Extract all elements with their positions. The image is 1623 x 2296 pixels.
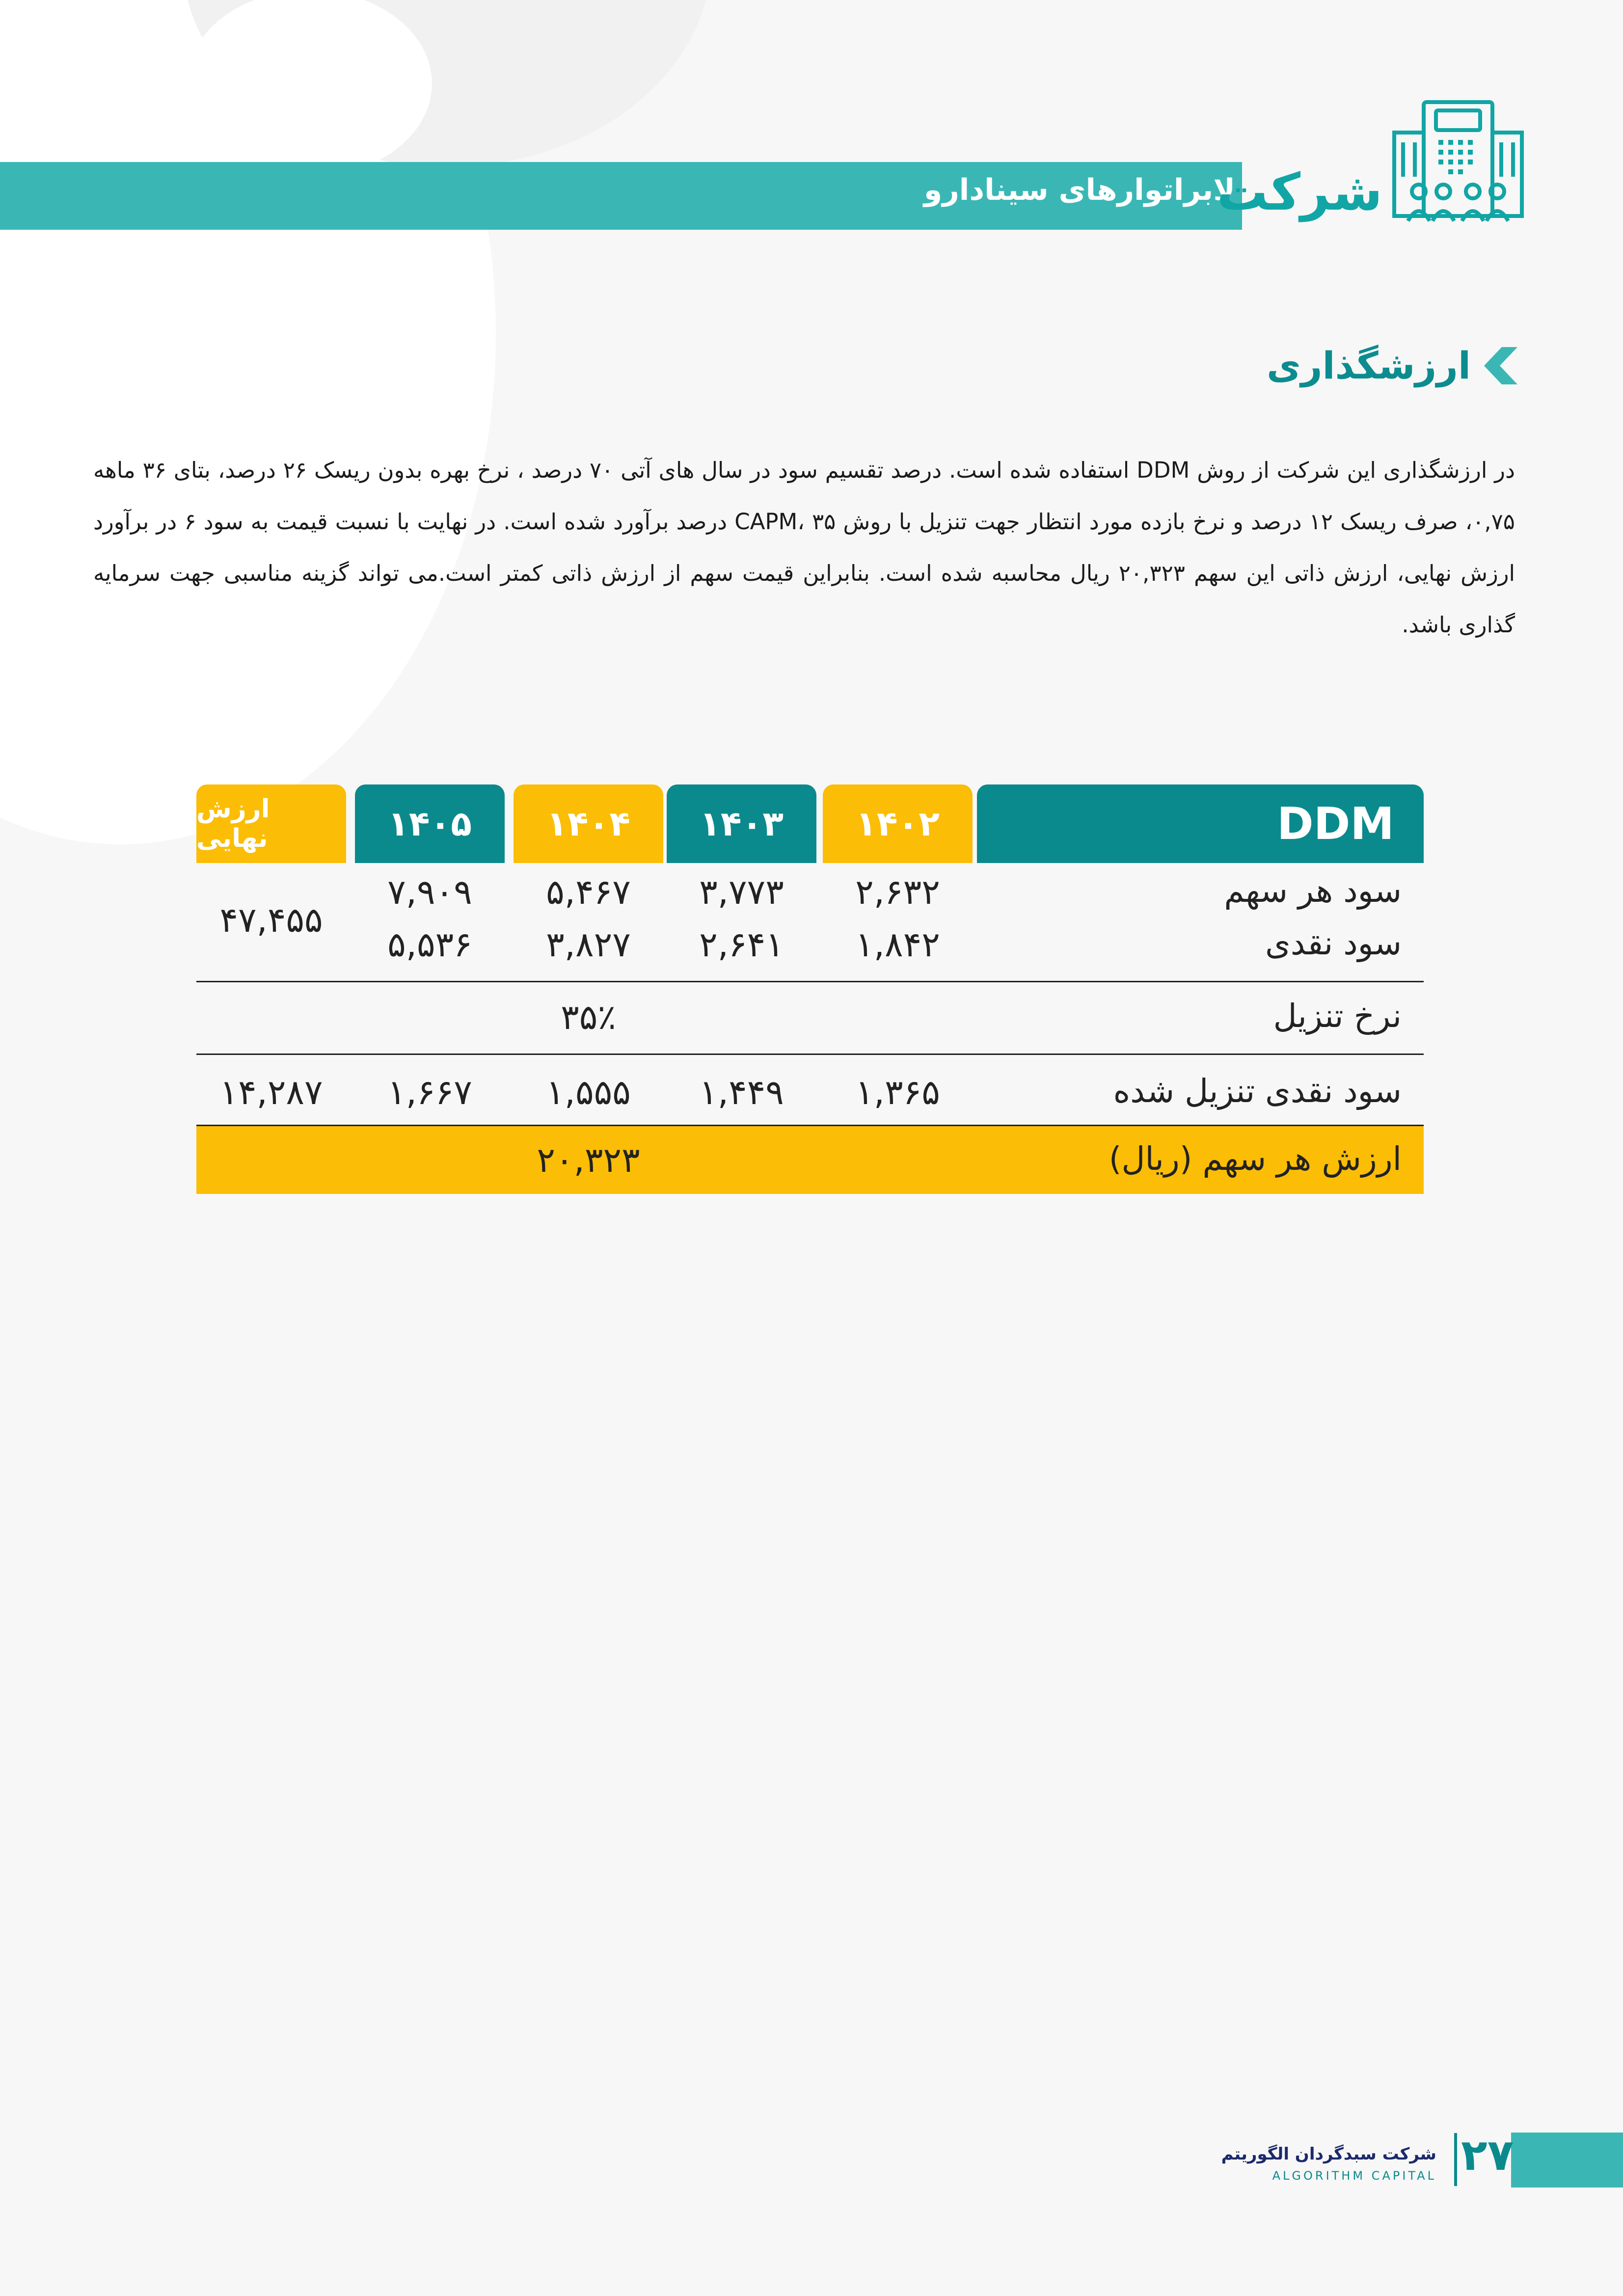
header-ddm: DDM bbox=[977, 784, 1424, 863]
valuation-paragraph: در ارزشگذاری این شرکت از روش DDM استفاده شده است. درصد تقسیم سود در سال های آتی ۷۰ درصد ، نرخ بهره بدون ریسک ۲۶ درصد، بتای ۳۶ ماهه ۰,۷۵، صرف ریسک ۱۲ درصد و نرخ بازده مورد انتظار جهت تنزیل با روش CAPM، ۳۵ درصد برآورد شده است. در نهایت با نسبت قیمت به سود ۶ در برآورد ارزش نهایی، ارزش ذاتی این سهم ۲۰,۳۲۳ ریال محاسبه شده است. بنابراین قیمت سهم از ارزش ذاتی کمتر است.می تواند گزینه مناسبی جهت سرمایه گذاری باشد. bbox=[93, 457, 1515, 638]
discounted-1402: ۱,۳۶۵ bbox=[855, 1072, 940, 1112]
company-word: شرکت bbox=[1217, 162, 1382, 222]
eps-label: سود هر سهم bbox=[1224, 872, 1402, 910]
building-icon bbox=[1389, 98, 1527, 226]
discounted-label: سود نقدی تنزیل شده bbox=[1113, 1072, 1402, 1110]
eps-1403: ۳,۷۷۳ bbox=[699, 872, 784, 912]
footer-company-name: شرکت سبدگردان الگوریتم bbox=[1221, 2144, 1436, 2164]
eps-1404: ۵,۴۶۷ bbox=[546, 872, 631, 912]
dps-1403: ۲,۶۴۱ bbox=[699, 924, 784, 965]
share-value-label: ارزش هر سهم (ریال) bbox=[1109, 1140, 1402, 1178]
discounted-1404: ۱,۵۵۵ bbox=[546, 1072, 631, 1112]
section-title: ارزشگذاری bbox=[1267, 344, 1471, 387]
chevron-left-icon bbox=[1484, 347, 1517, 384]
eps-1405: ۷,۹۰۹ bbox=[387, 872, 472, 912]
dps-1405: ۵,۵۳۶ bbox=[387, 924, 472, 965]
page-number: ۲۷ bbox=[1461, 2130, 1514, 2180]
dps-label: سود نقدی bbox=[1265, 924, 1402, 962]
footer-company-latin: ALGORITHM CAPITAL bbox=[1272, 2169, 1436, 2183]
discounted-1405: ۱,۶۶۷ bbox=[387, 1072, 472, 1112]
discount-label: نرخ تنزیل bbox=[1273, 997, 1402, 1035]
header-year-1405: ۱۴۰۵ bbox=[355, 784, 505, 863]
header-year-1404: ۱۴۰۴ bbox=[514, 784, 663, 863]
table-header-row bbox=[196, 784, 1424, 863]
company-name: لابراتوارهای سینادارو bbox=[923, 173, 1235, 207]
discount-rate: ۳۵٪ bbox=[561, 997, 616, 1037]
footer-divider bbox=[1454, 2133, 1457, 2186]
table-row-share-value bbox=[196, 1126, 1424, 1194]
header-final-value: ارزش نهایی bbox=[196, 784, 346, 863]
share-value: ۲۰,۳۲۳ bbox=[537, 1140, 640, 1180]
ddm-table bbox=[196, 784, 1424, 1194]
final-value: ۴۷,۴۵۵ bbox=[219, 900, 323, 940]
table-row-eps-dps bbox=[196, 863, 1424, 982]
header-year-1403: ۱۴۰۳ bbox=[667, 784, 816, 863]
discounted-1403: ۱,۴۴۹ bbox=[699, 1072, 784, 1112]
footer-bar bbox=[1511, 2133, 1623, 2188]
dps-1404: ۳,۸۲۷ bbox=[546, 924, 631, 965]
eps-1402: ۲,۶۳۲ bbox=[855, 872, 940, 912]
header-year-1402: ۱۴۰۲ bbox=[823, 784, 973, 863]
dps-1402: ۱,۸۴۲ bbox=[855, 924, 940, 965]
discounted-final: ۱۴,۲۸۷ bbox=[219, 1072, 323, 1112]
table-row-discount-rate bbox=[196, 982, 1424, 1055]
table-row-discounted-dividend bbox=[196, 1055, 1424, 1126]
